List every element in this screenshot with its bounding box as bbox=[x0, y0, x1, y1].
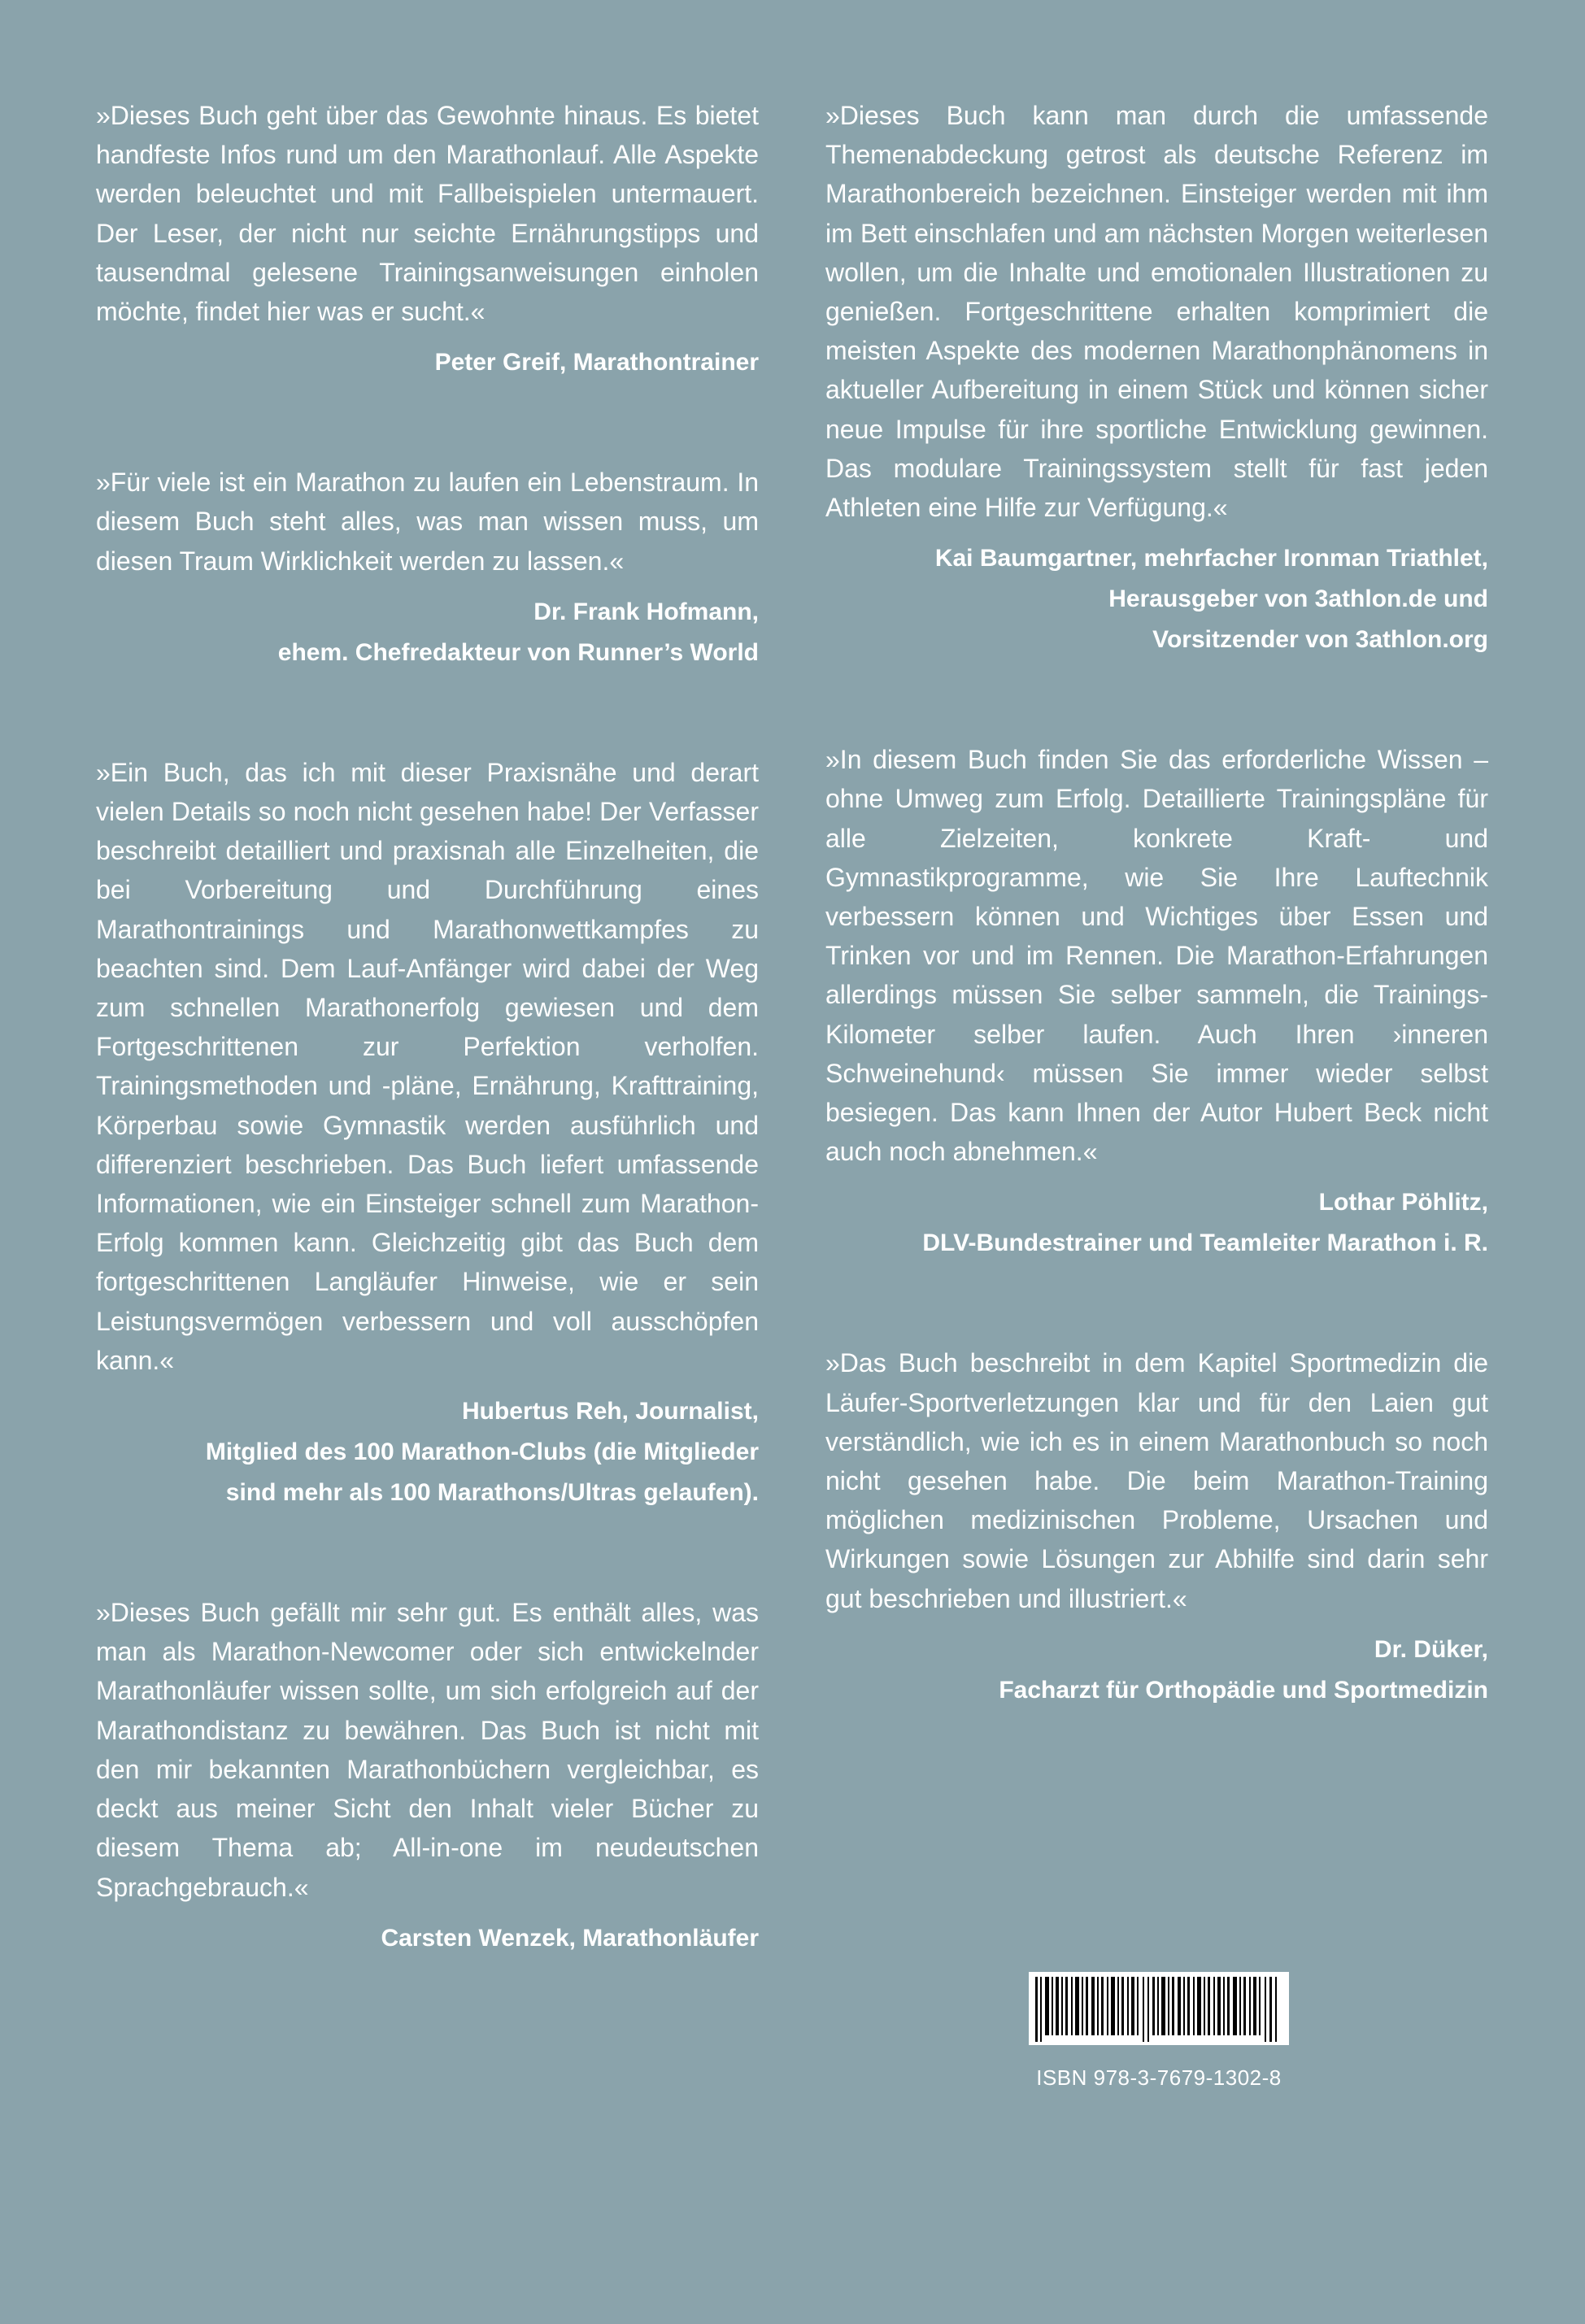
right-column bbox=[825, 96, 1488, 1711]
blurb bbox=[96, 1593, 759, 1959]
blurb bbox=[825, 740, 1488, 1264]
blurb bbox=[96, 753, 759, 1513]
attribution-line: Peter Greif, Marathontrainer bbox=[434, 349, 759, 376]
blurb-quote: »Dieses Buch gefällt mir sehr gut. Es enthält alles, was man als Marathon-Newcomer oder sich entwickelnder Marathonläufer wissen sollte, um sich erfolgreich auf der Marathondistanz zu bewähren. Das Buch ist nicht mit den mir bekannten Marathonbüchern vergleichbar, es deckt aus meiner Sicht den Inhalt vieler Bücher zu diesem Thema ab; All-in-one im neudeutschen Sprachgebrauch.« bbox=[96, 1598, 759, 1902]
blurb-attribution bbox=[96, 1918, 759, 1959]
attribution-line: Dr. Düker, bbox=[1374, 1635, 1488, 1663]
blurb bbox=[825, 1343, 1488, 1710]
blurb-attribution bbox=[825, 538, 1488, 660]
attribution-line: Kai Baumgartner, mehrfacher Ironman Triathlet, bbox=[934, 545, 1488, 572]
attribution-line: Facharzt für Orthopädie und Sportmedizin bbox=[999, 1676, 1488, 1704]
attribution-line: Vorsitzender von 3athlon.org bbox=[1152, 626, 1488, 654]
blurb-quote: »In diesem Buch finden Sie das erforderliche Wissen – ohne Umweg zum Erfolg. Detaillierte Trainingspläne für alle Zielzeiten, konkrete Kraft- und Gymnastikprogramme, wie Sie Ihre Lauftechnik verbessern können und Wichtiges über Essen und Trinken vor und im Rennen. Die Marathon-Erfahrungen allerdings müssen Sie selber sammeln, die Trainings-Kilometer selber laufen. Auch Ihren ›inneren Schweinehund‹ müssen Sie immer wieder selbst besiegen. Das kann Ihnen der Autor Hubert Beck nicht auch noch abnehmen.« bbox=[825, 745, 1488, 1167]
attribution-line: ehem. Chefredakteur von Runner’s World bbox=[277, 638, 759, 666]
blurb-attribution bbox=[96, 1391, 759, 1513]
left-column bbox=[96, 96, 759, 1959]
blurb-quote: »Ein Buch, das ich mit dieser Praxisnähe und derart vielen Details so noch nicht gesehen habe! Der Verfasser beschreibt detailliert und praxisnah alle Einzelheiten, die bei Vorbereitung und Durchführung eines Marathontrainings und Marathonwettkampfes zu beachten sind. Dem Lauf-Anfänger wird dabei der Weg zum schnellen Marathonerfolg gewiesen und dem Fortgeschrittenen zur Perfektion verholfen. Trainingsmethoden und -pläne, Ernährung, Krafttraining, Körperbau sowie Gymnastik werden ausführlich und differenziert beschrieben. Das Buch liefert umfassende Informationen, wie ein Einsteiger schnell zum Marathon-Erfolg kommen kann. Gleichzeitig gibt das Buch dem fortgeschrittenen Langläufer Hinweise, wie er sein Leistungsvermögen verbessern und voll ausschöpfen kann.« bbox=[96, 757, 759, 1375]
barcode bbox=[1029, 1972, 1289, 2045]
blurb-quote: »Das Buch beschreibt in dem Kapitel Sportmedizin die Läufer-Sportverletzungen klar und für den Laien gut verständlich, wie ich es in einem Marathonbuch so noch nicht gesehen habe. Die beim Marathon-Training möglichen medizinischen Probleme, Ursachen und Wirkungen sowie Lösungen zur Abhilfe sind darin sehr gut beschrieben und illustriert.« bbox=[825, 1348, 1488, 1613]
attribution-line: Herausgeber von 3athlon.de und bbox=[1108, 585, 1488, 613]
blurb-quote: »Dieses Buch kann man durch die umfassende Themenabdeckung getrost als deutsche Referenz im Marathonbereich bezeichnen. Einsteiger werden mit ihm im Bett einschlafen und am nächsten Morgen weiterlesen wollen, um die Inhalte und emotionalen Illustrationen zu genießen. Fortgeschrittene erhalten komprimiert die meisten Aspekte des modernen Marathonphänomens in aktueller Aufbereitung in einem Stück und können sicher neue Impulse für ihre sportliche Entwicklung gewinnen. Das modulare Trainingssystem stellt für fast jeden Athleten eine Hilfe zur Verfügung.« bbox=[825, 101, 1488, 523]
attribution-line: sind mehr als 100 Marathons/Ultras gelaufen). bbox=[225, 1479, 759, 1507]
blurb-attribution bbox=[825, 1630, 1488, 1711]
attribution-line: Carsten Wenzek, Marathonläufer bbox=[381, 1924, 759, 1952]
blurb-quote: »Dieses Buch geht über das Gewohnte hinaus. Es bietet handfeste Infos rund um den Marathonlauf. Alle Aspekte werden beleuchtet und mit Fallbeispielen untermauert. Der Leser, der nicht nur seichte Ernährungstipps und tausendmal gelesene Trainingsanweisungen einholen möchte, findet hier was er sucht.« bbox=[96, 101, 759, 327]
blurb bbox=[96, 96, 759, 383]
attribution-line: Mitglied des 100 Marathon-Clubs (die Mitglieder bbox=[205, 1438, 759, 1466]
attribution-line: DLV-Bundestrainer und Teamleiter Marathon i. R. bbox=[922, 1229, 1488, 1257]
blurb-quote: »Für viele ist ein Marathon zu laufen ein Lebenstraum. In diesem Buch steht alles, was man wissen muss, um diesen Traum Wirklichkeit werden zu lassen.« bbox=[96, 468, 759, 576]
attribution-line: Dr. Frank Hofmann, bbox=[533, 598, 759, 625]
blurb-attribution bbox=[825, 1182, 1488, 1264]
blurb-attribution bbox=[96, 592, 759, 673]
blurb-attribution bbox=[96, 342, 759, 383]
attribution-line: Lothar Pöhlitz, bbox=[1318, 1189, 1488, 1216]
attribution-line: Hubertus Reh, Journalist, bbox=[461, 1398, 759, 1425]
blurb bbox=[96, 463, 759, 673]
barcode-image bbox=[1029, 1972, 1289, 2045]
isbn-number: ISBN 978-3-7679-1302-8 bbox=[1036, 2065, 1282, 2090]
blurb bbox=[825, 96, 1488, 660]
